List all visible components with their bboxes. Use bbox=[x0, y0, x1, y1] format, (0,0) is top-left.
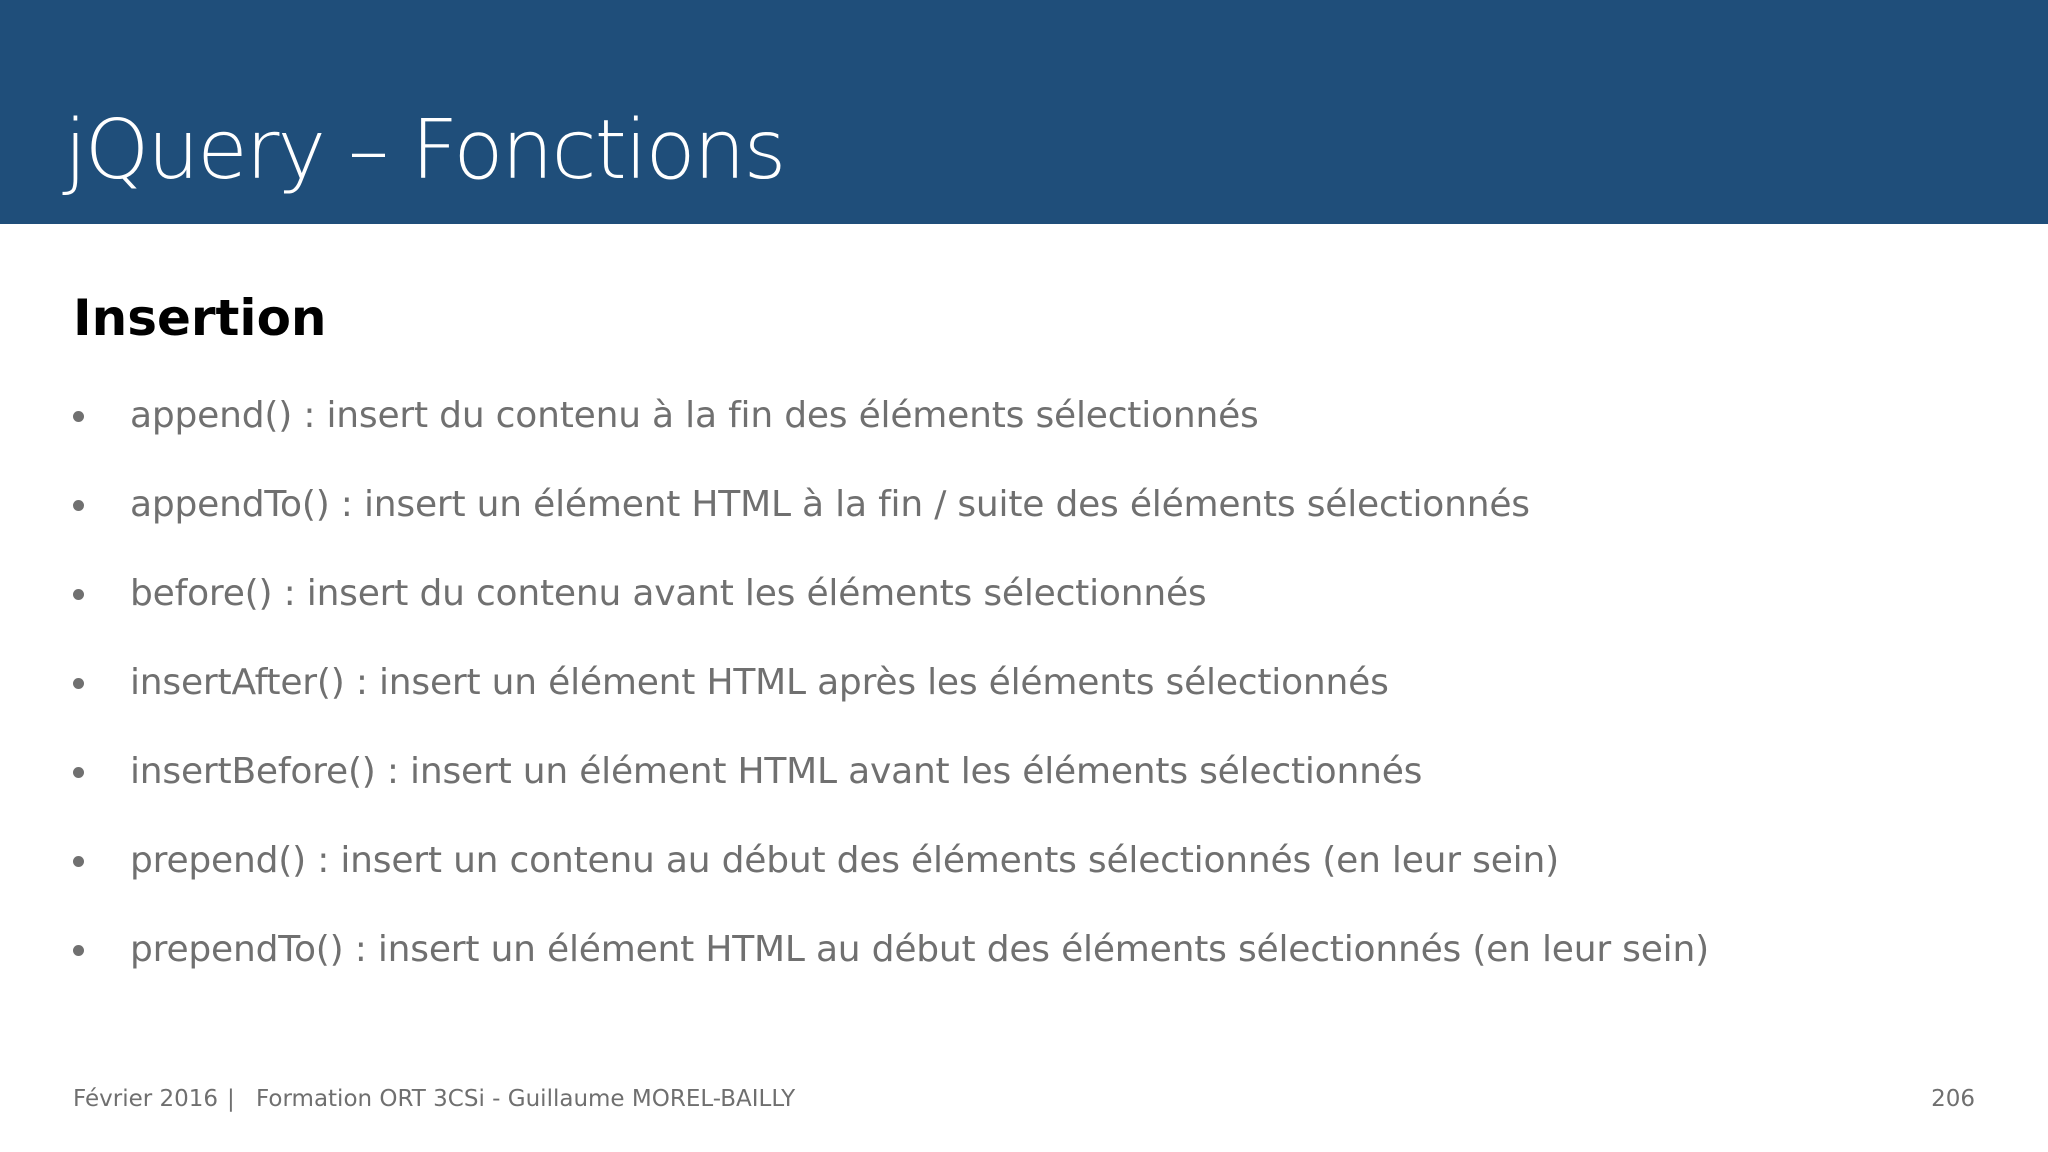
bullet-list bbox=[73, 385, 1953, 1008]
bullet-item bbox=[73, 474, 1953, 563]
bullet-item bbox=[73, 830, 1953, 919]
slide-title: jQuery – Fonctions bbox=[64, 103, 785, 198]
bullet-text: prependTo() : insert un élément HTML au début des éléments sélectionnés (en leur sein) bbox=[130, 929, 1709, 970]
bullet-dot-icon bbox=[73, 411, 84, 422]
bullet-text: before() : insert du contenu avant les éléments sélectionnés bbox=[130, 573, 1207, 614]
slide-header-band bbox=[0, 0, 2048, 224]
bullet-dot-icon bbox=[73, 945, 84, 956]
bullet-text: prepend() : insert un contenu au début des éléments sélectionnés (en leur sein) bbox=[130, 840, 1559, 881]
bullet-dot-icon bbox=[73, 767, 84, 778]
section-heading: Insertion bbox=[73, 289, 327, 347]
bullet-text: insertBefore() : insert un élément HTML avant les éléments sélectionnés bbox=[130, 751, 1423, 792]
footer-course-credit: Formation ORT 3CSi - Guillaume MOREL-BAILLY bbox=[256, 1086, 796, 1112]
bullet-dot-icon bbox=[73, 500, 84, 511]
bullet-item bbox=[73, 652, 1953, 741]
bullet-dot-icon bbox=[73, 856, 84, 867]
page-number: 206 bbox=[1931, 1086, 1975, 1112]
bullet-dot-icon bbox=[73, 678, 84, 689]
bullet-text: insertAfter() : insert un élément HTML après les éléments sélectionnés bbox=[130, 662, 1389, 703]
bullet-item bbox=[73, 385, 1953, 474]
footer-date: Février 2016 bbox=[73, 1086, 219, 1112]
bullet-item bbox=[73, 741, 1953, 830]
footer-separator: | bbox=[227, 1086, 235, 1112]
bullet-dot-icon bbox=[73, 589, 84, 600]
bullet-item bbox=[73, 563, 1953, 652]
slide-footer bbox=[73, 1081, 1975, 1117]
bullet-text: append() : insert du contenu à la fin des éléments sélectionnés bbox=[130, 395, 1259, 436]
bullet-text: appendTo() : insert un élément HTML à la fin / suite des éléments sélectionnés bbox=[130, 484, 1530, 525]
bullet-item bbox=[73, 919, 1953, 1008]
